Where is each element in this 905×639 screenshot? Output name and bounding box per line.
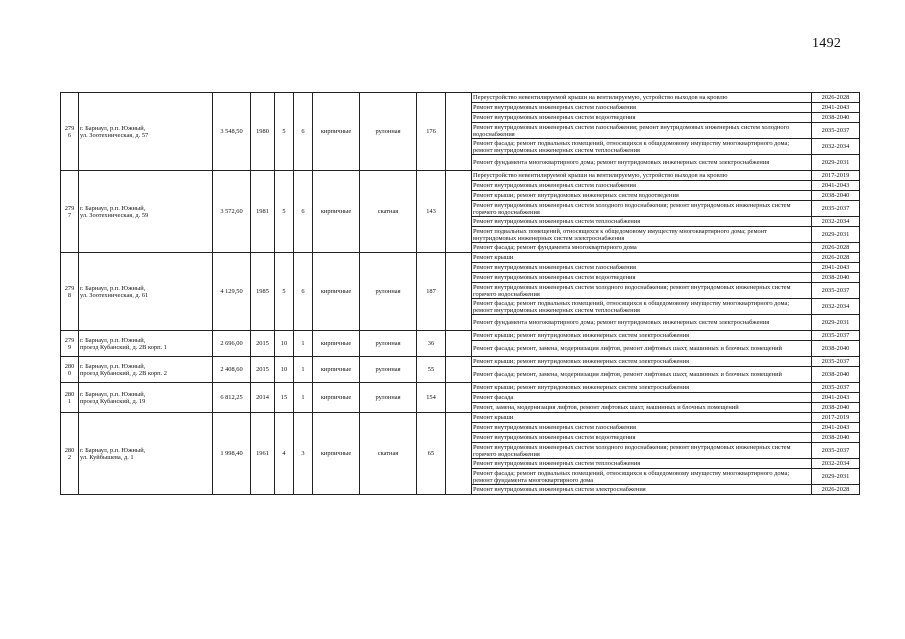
work-period: 2041-2043 bbox=[812, 393, 860, 403]
work-description: Ремонт внутридомовых инженерных систем водоотведения bbox=[472, 113, 812, 123]
house-address: г. Барнаул, р.п. Южный, проезд Кубанский, д. 2В корп. 1 bbox=[79, 331, 213, 357]
work-description: Ремонт внутридомовых инженерных систем водоотведения bbox=[472, 273, 812, 283]
blank-cell bbox=[446, 383, 472, 413]
work-description: Ремонт фундамента многоквартирного дома; ремонт внутридомовых инженерных систем электроснабжения bbox=[472, 315, 812, 331]
blank-cell bbox=[446, 171, 472, 253]
flats-count: 65 bbox=[417, 413, 446, 495]
house-number: 279 6 bbox=[61, 93, 79, 171]
work-period: 2017-2019 bbox=[812, 413, 860, 423]
roof-type: скатная bbox=[360, 413, 417, 495]
work-period: 2038-2040 bbox=[812, 191, 860, 201]
entrances-count: 3 bbox=[294, 413, 313, 495]
work-period: 2032-2034 bbox=[812, 459, 860, 469]
roof-type: рулонная bbox=[360, 331, 417, 357]
work-period: 2038-2040 bbox=[812, 273, 860, 283]
house-address: г. Барнаул, р.п. Южный, ул. Куйбышева, д. 1 bbox=[79, 413, 213, 495]
house-address: г. Барнаул, р.п. Южный, ул. Зоотехническая, д. 57 bbox=[79, 93, 213, 171]
work-description: Ремонт фасада; ремонт, замена, модернизация лифтов, ремонт лифтовых шахт, машинных и блочных помещений bbox=[472, 367, 812, 383]
floors-count: 5 bbox=[275, 253, 294, 331]
work-period: 2035-2037 bbox=[812, 331, 860, 341]
work-description: Ремонт фасада; ремонт подвальных помещений, относящихся к общедомовому имуществу многоквартирного дома; ремонт внутридомовых инженерных систем теплоснабжения bbox=[472, 299, 812, 315]
total-area: 1 998,40 bbox=[213, 413, 251, 495]
work-description: Ремонт внутридомовых инженерных систем газоснабжения bbox=[472, 103, 812, 113]
flats-count: 176 bbox=[417, 93, 446, 171]
work-description: Ремонт фасада; ремонт подвальных помещений, относящихся к общедомовому имуществу многоквартирного дома; ремонт фундамента многоквартирного дома bbox=[472, 469, 812, 485]
work-description: Ремонт фундамента многоквартирного дома; ремонт внутридомовых инженерных систем электроснабжения bbox=[472, 155, 812, 171]
work-period: 2035-2037 bbox=[812, 123, 860, 139]
work-description: Ремонт внутридомовых инженерных систем холодного водоснабжения; ремонт внутридомовых инженерных систем горячего водоснабжения bbox=[472, 283, 812, 299]
build-year: 2015 bbox=[251, 357, 275, 383]
entrances-count: 1 bbox=[294, 331, 313, 357]
work-description: Ремонт внутридомовых инженерных систем водоотведения bbox=[472, 433, 812, 443]
work-period: 2029-2031 bbox=[812, 315, 860, 331]
work-period: 2038-2040 bbox=[812, 113, 860, 123]
work-description: Ремонт внутридомовых инженерных систем газоснабжения bbox=[472, 423, 812, 433]
work-period: 2029-2031 bbox=[812, 155, 860, 171]
table-row bbox=[61, 331, 860, 341]
build-year: 1985 bbox=[251, 253, 275, 331]
build-year: 2014 bbox=[251, 383, 275, 413]
house-number: 279 9 bbox=[61, 331, 79, 357]
work-description: Ремонт внутридомовых инженерных систем теплоснабжения bbox=[472, 217, 812, 227]
house-number: 280 0 bbox=[61, 357, 79, 383]
table-row bbox=[61, 357, 860, 367]
floors-count: 15 bbox=[275, 383, 294, 413]
build-year: 1961 bbox=[251, 413, 275, 495]
blank-cell bbox=[446, 413, 472, 495]
work-description: Ремонт фасада bbox=[472, 393, 812, 403]
roof-type: скатная bbox=[360, 171, 417, 253]
wall-material: кирпичные bbox=[313, 93, 360, 171]
floors-count: 5 bbox=[275, 93, 294, 171]
total-area: 3 548,50 bbox=[213, 93, 251, 171]
work-description: Ремонт, замена, модернизация лифтов, ремонт лифтовых шахт, машинных и блочных помещений bbox=[472, 403, 812, 413]
floors-count: 4 bbox=[275, 413, 294, 495]
work-period: 2038-2040 bbox=[812, 403, 860, 413]
work-description: Ремонт внутридомовых инженерных систем электроснабжения bbox=[472, 485, 812, 495]
blank-cell bbox=[446, 93, 472, 171]
work-period: 2038-2040 bbox=[812, 433, 860, 443]
build-year: 1980 bbox=[251, 93, 275, 171]
build-year: 2015 bbox=[251, 331, 275, 357]
work-period: 2035-2037 bbox=[812, 283, 860, 299]
work-description: Ремонт крыши; ремонт внутридомовых инженерных систем электроснабжения bbox=[472, 357, 812, 367]
flats-count: 187 bbox=[417, 253, 446, 331]
work-period: 2038-2040 bbox=[812, 341, 860, 357]
work-period: 2035-2037 bbox=[812, 357, 860, 367]
work-description: Ремонт внутридомовых инженерных систем теплоснабжения bbox=[472, 459, 812, 469]
floors-count: 5 bbox=[275, 171, 294, 253]
floors-count: 10 bbox=[275, 357, 294, 383]
entrances-count: 6 bbox=[294, 171, 313, 253]
work-period: 2029-2031 bbox=[812, 469, 860, 485]
work-period: 2041-2043 bbox=[812, 263, 860, 273]
roof-type: рулонная bbox=[360, 357, 417, 383]
table-row bbox=[61, 383, 860, 393]
flats-count: 143 bbox=[417, 171, 446, 253]
house-number: 279 7 bbox=[61, 171, 79, 253]
work-period: 2032-2034 bbox=[812, 217, 860, 227]
roof-type: рулонная bbox=[360, 253, 417, 331]
work-description: Ремонт крыши; ремонт внутридомовых инженерных систем электроснабжения bbox=[472, 383, 812, 393]
table-row bbox=[61, 171, 860, 181]
flats-count: 36 bbox=[417, 331, 446, 357]
wall-material: кирпичные bbox=[313, 357, 360, 383]
total-area: 3 572,60 bbox=[213, 171, 251, 253]
house-address: г. Барнаул, р.п. Южный, ул. Зоотехническая, д. 59 bbox=[79, 171, 213, 253]
work-period: 2017-2019 bbox=[812, 171, 860, 181]
flats-count: 154 bbox=[417, 383, 446, 413]
page-number: 1492 bbox=[812, 36, 842, 51]
total-area: 2 408,60 bbox=[213, 357, 251, 383]
blank-cell bbox=[446, 331, 472, 357]
work-period: 2026-2028 bbox=[812, 253, 860, 263]
build-year: 1981 bbox=[251, 171, 275, 253]
roof-type: рулонная bbox=[360, 383, 417, 413]
work-description: Ремонт внутридомовых инженерных систем холодного водоснабжения; ремонт внутридомовых инженерных систем горячего водоснабжения bbox=[472, 443, 812, 459]
work-description: Ремонт внутридомовых инженерных систем газоснабжения; ремонт внутридомовых инженерных систем холодного водоснабжения bbox=[472, 123, 812, 139]
wall-material: кирпичные bbox=[313, 171, 360, 253]
house-number: 280 1 bbox=[61, 383, 79, 413]
work-period: 2041-2043 bbox=[812, 181, 860, 191]
work-period: 2032-2034 bbox=[812, 299, 860, 315]
work-description: Ремонт фасада; ремонт подвальных помещений, относящихся к общедомовому имуществу многоквартирного дома; ремонт внутридомовых инженерных систем теплоснабжения bbox=[472, 139, 812, 155]
work-period: 2035-2037 bbox=[812, 201, 860, 217]
wall-material: кирпичные bbox=[313, 413, 360, 495]
work-period: 2041-2043 bbox=[812, 423, 860, 433]
house-number: 280 2 bbox=[61, 413, 79, 495]
work-description: Переустройство невентилируемой крыши на вентилируемую, устройство выходов на кровлю bbox=[472, 93, 812, 103]
wall-material: кирпичные bbox=[313, 331, 360, 357]
total-area: 6 812,25 bbox=[213, 383, 251, 413]
work-description: Ремонт крыши bbox=[472, 413, 812, 423]
work-description: Переустройство невентилируемой крыши на вентилируемую, устройство выходов на кровлю bbox=[472, 171, 812, 181]
wall-material: кирпичные bbox=[313, 253, 360, 331]
work-description: Ремонт внутридомовых инженерных систем газоснабжения bbox=[472, 263, 812, 273]
work-period: 2035-2037 bbox=[812, 383, 860, 393]
work-period: 2041-2043 bbox=[812, 103, 860, 113]
floors-count: 10 bbox=[275, 331, 294, 357]
work-description: Ремонт внутридомовых инженерных систем холодного водоснабжения; ремонт внутридомовых инженерных систем горячего водоснабжения bbox=[472, 201, 812, 217]
house-address: г. Барнаул, р.п. Южный, ул. Зоотехническая, д. 61 bbox=[79, 253, 213, 331]
work-period: 2029-2031 bbox=[812, 227, 860, 243]
work-period: 2026-2028 bbox=[812, 243, 860, 253]
roof-type: рулонная bbox=[360, 93, 417, 171]
entrances-count: 1 bbox=[294, 383, 313, 413]
work-period: 2026-2028 bbox=[812, 93, 860, 103]
entrances-count: 1 bbox=[294, 357, 313, 383]
work-description: Ремонт подвальных помещений, относящихся к общедомовому имуществу многоквартирного дома; ремонт внутридомовых инженерных систем электроснабжения bbox=[472, 227, 812, 243]
work-description: Ремонт крыши bbox=[472, 253, 812, 263]
blank-cell bbox=[446, 357, 472, 383]
work-period: 2038-2040 bbox=[812, 367, 860, 383]
entrances-count: 6 bbox=[294, 93, 313, 171]
table-row bbox=[61, 413, 860, 423]
wall-material: кирпичные bbox=[313, 383, 360, 413]
work-description: Ремонт фасада; ремонт фундамента многоквартирного дома bbox=[472, 243, 812, 253]
work-period: 2026-2028 bbox=[812, 485, 860, 495]
work-period: 2032-2034 bbox=[812, 139, 860, 155]
flats-count: 55 bbox=[417, 357, 446, 383]
work-period: 2035-2037 bbox=[812, 443, 860, 459]
entrances-count: 6 bbox=[294, 253, 313, 331]
table-row bbox=[61, 253, 860, 263]
work-description: Ремонт внутридомовых инженерных систем газоснабжения bbox=[472, 181, 812, 191]
table-row bbox=[61, 93, 860, 103]
house-address: г. Барнаул, р.п. Южный, проезд Кубанский, д. 19 bbox=[79, 383, 213, 413]
total-area: 2 696,00 bbox=[213, 331, 251, 357]
work-description: Ремонт крыши; ремонт внутридомовых инженерных систем электроснабжения bbox=[472, 331, 812, 341]
house-address: г. Барнаул, р.п. Южный, проезд Кубанский, д. 2В корп. 2 bbox=[79, 357, 213, 383]
work-description: Ремонт крыши; ремонт внутридомовых инженерных систем водоотведения bbox=[472, 191, 812, 201]
blank-cell bbox=[446, 253, 472, 331]
repair-schedule-table bbox=[60, 92, 860, 495]
work-description: Ремонт фасада; ремонт, замена, модернизация лифтов, ремонт лифтовых шахт, машинных и блочных помещений bbox=[472, 341, 812, 357]
house-number: 279 8 bbox=[61, 253, 79, 331]
total-area: 4 129,50 bbox=[213, 253, 251, 331]
